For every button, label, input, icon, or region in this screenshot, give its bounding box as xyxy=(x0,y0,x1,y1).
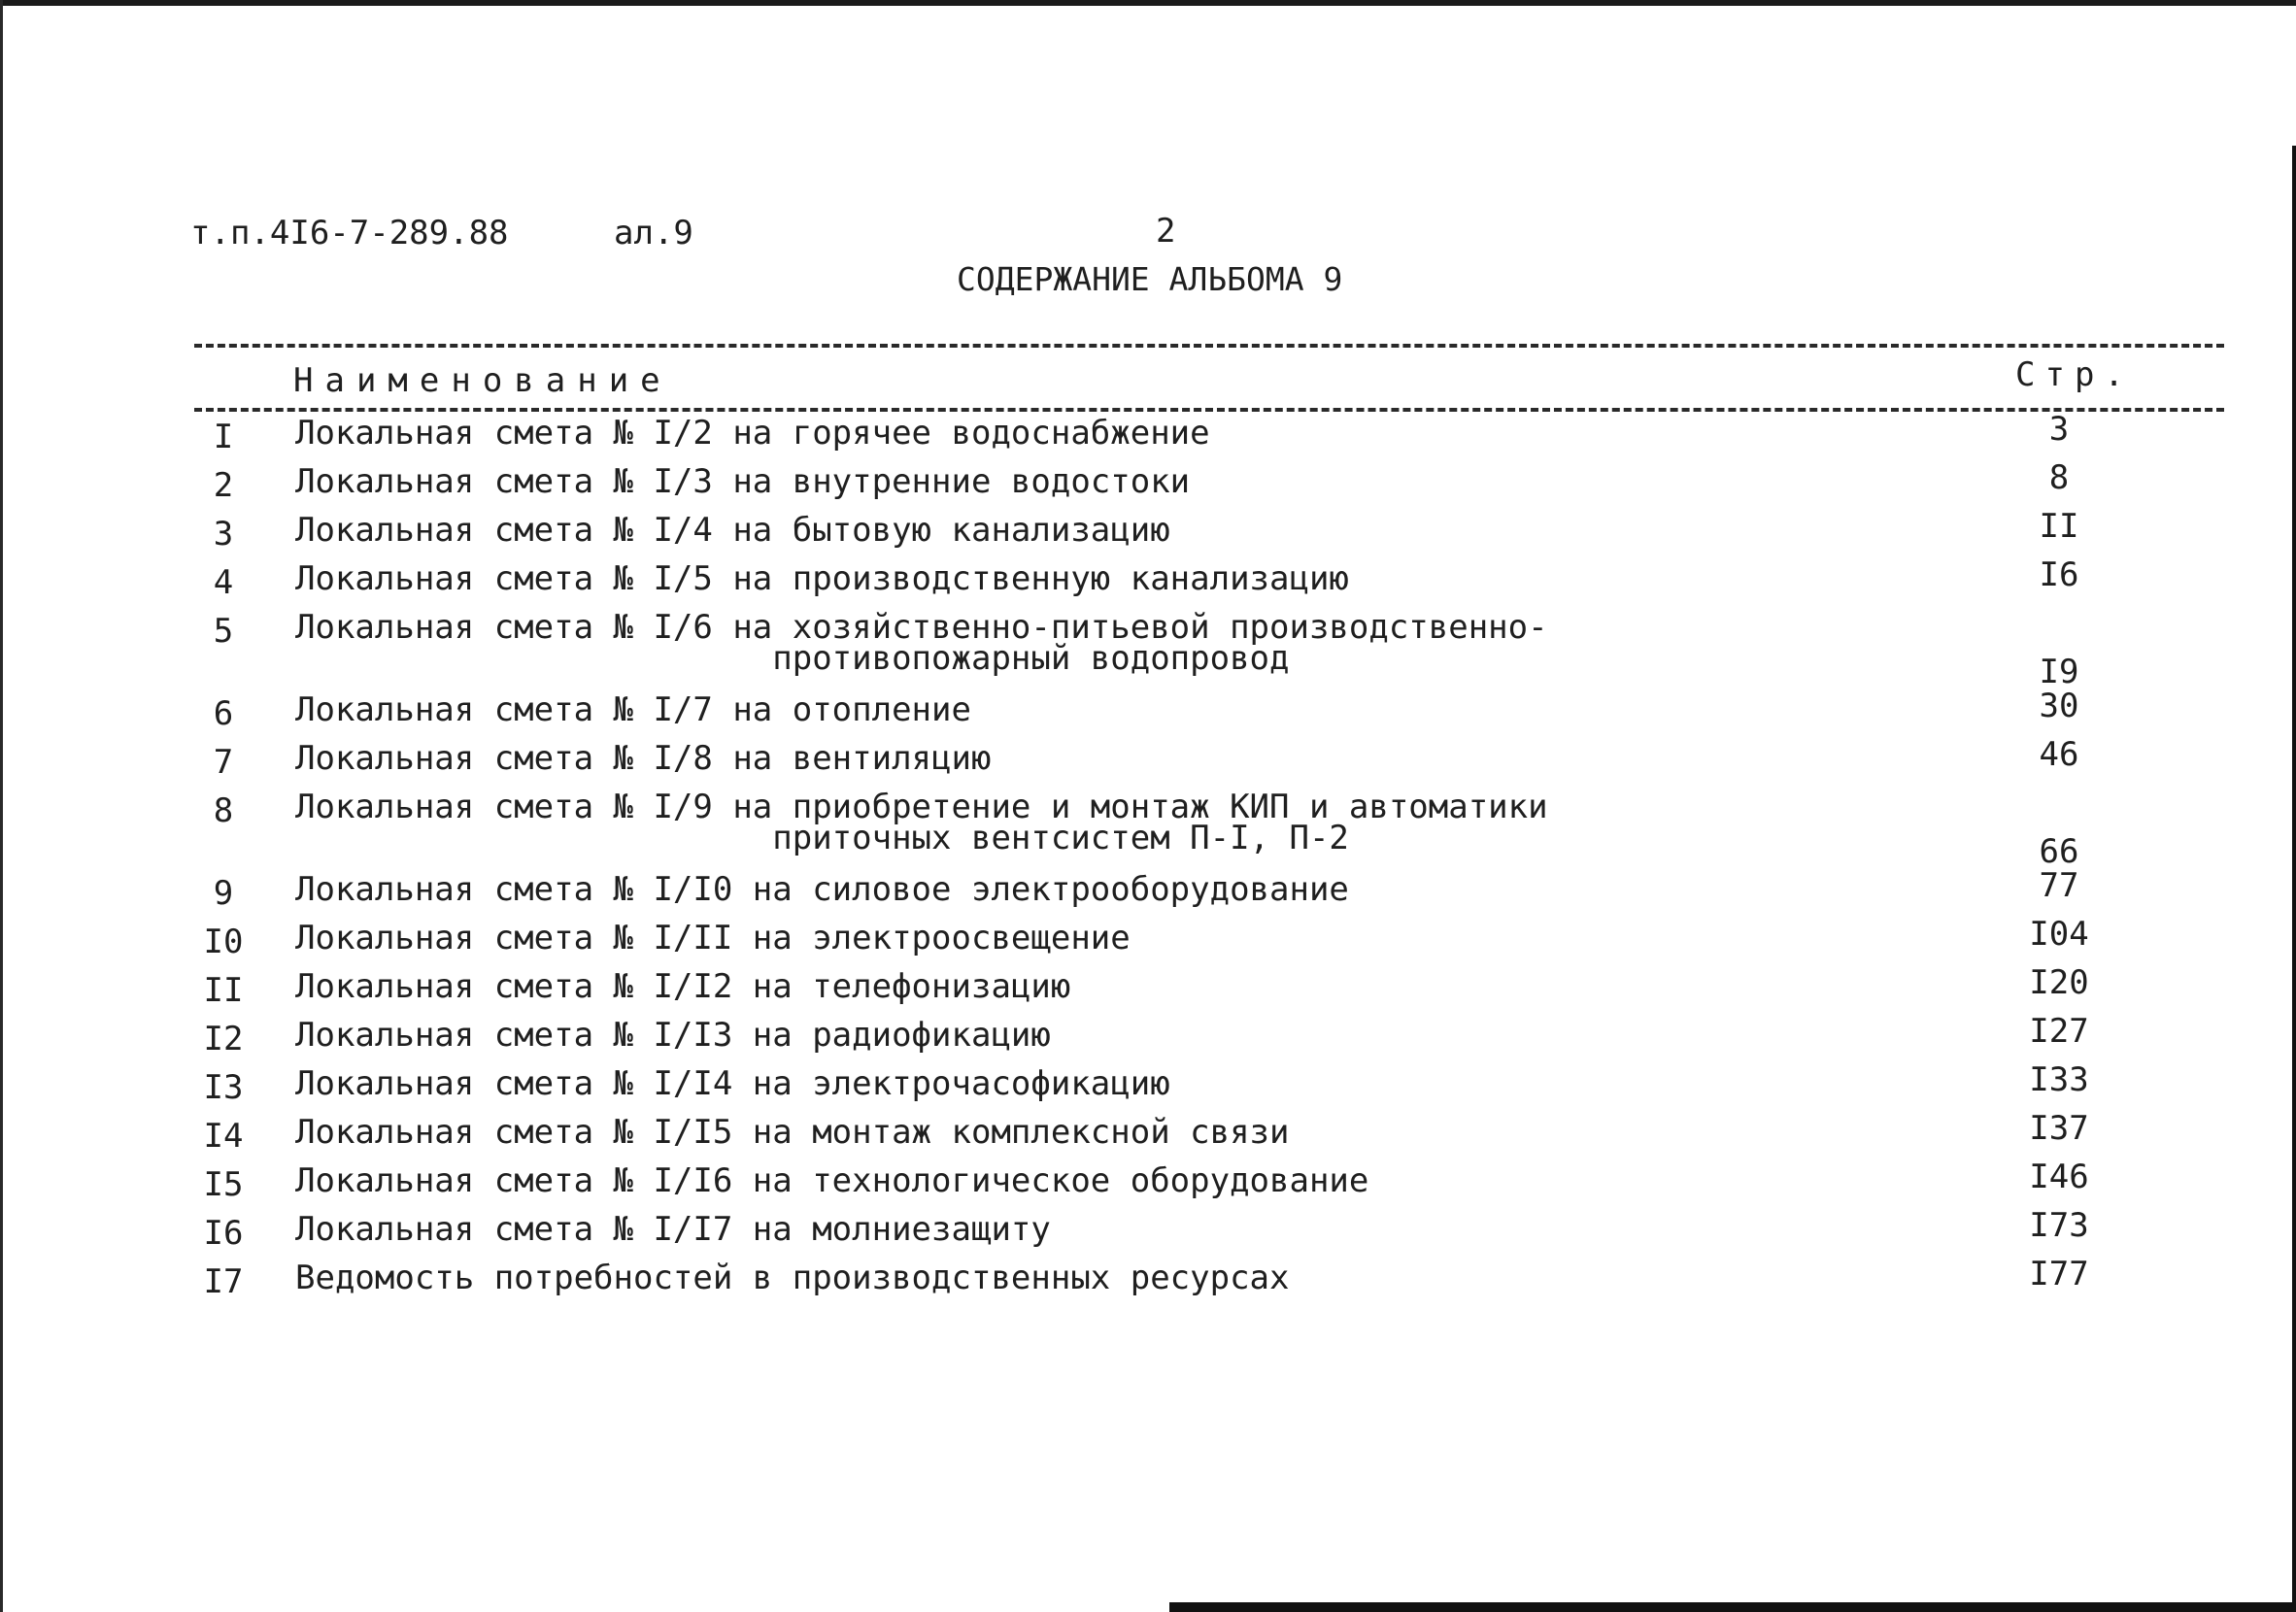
row-title: Локальная смета № I/7 на отопление xyxy=(295,690,971,729)
row-number: 9 xyxy=(213,874,234,913)
row-page: 66 xyxy=(2039,832,2079,871)
scan-edge-left xyxy=(0,0,3,1612)
row-page: I77 xyxy=(2029,1255,2089,1293)
column-header-name: Наименование xyxy=(293,361,672,400)
row-number: 6 xyxy=(213,694,234,733)
scan-edge-top xyxy=(0,0,2296,6)
row-number: I5 xyxy=(203,1165,244,1204)
row-page: 46 xyxy=(2039,735,2079,774)
row-page: 8 xyxy=(2048,458,2070,497)
row-title: Локальная смета № I/I0 на силовое электрооборудование xyxy=(295,870,1349,909)
row-title: Локальная смета № I/8 на вентиляцию xyxy=(295,739,992,778)
row-title: Локальная смета № I/I4 на электрочасофикацию xyxy=(295,1064,1170,1103)
row-number: 7 xyxy=(213,743,234,782)
row-number: I6 xyxy=(203,1214,244,1253)
row-title: Локальная смета № I/I7 на молниезащиту xyxy=(295,1210,1051,1249)
row-number: 4 xyxy=(213,563,234,602)
document-code: т.п.4I6-7-289.88 xyxy=(190,214,509,252)
row-number: I0 xyxy=(203,923,244,961)
scan-edge-bottom xyxy=(1169,1602,2296,1612)
table-header-divider xyxy=(194,408,2224,412)
row-title: Локальная смета № I/I6 на технологическое оборудование xyxy=(295,1161,1369,1200)
table-top-divider xyxy=(194,344,2224,348)
row-page: I37 xyxy=(2029,1109,2089,1148)
row-page: II xyxy=(2039,507,2079,546)
row-page: I04 xyxy=(2029,915,2089,954)
row-number: 2 xyxy=(213,466,234,505)
row-number: I7 xyxy=(203,1262,244,1301)
album-label: ал.9 xyxy=(614,214,693,252)
row-title: Локальная смета № I/4 на бытовую канализацию xyxy=(295,511,1170,550)
row-number: I3 xyxy=(203,1068,244,1107)
row-title: Локальная смета № I/9 на приобретение и монтаж КИП и автоматики приточных вентсистем П-I, П-2 xyxy=(295,788,1548,857)
row-title: Локальная смета № I/I2 на телефонизацию xyxy=(295,967,1071,1006)
row-title: Локальная смета № I/6 на хозяйственно-питьевой производственно- противопожарный водопровод xyxy=(295,608,1548,678)
column-header-page: Стр. xyxy=(2015,355,2134,394)
row-title: Локальная смета № I/2 на горячее водоснабжение xyxy=(295,414,1210,453)
row-page: 3 xyxy=(2048,410,2070,449)
row-page: 77 xyxy=(2039,866,2079,905)
row-page: I27 xyxy=(2029,1012,2089,1051)
row-number: I2 xyxy=(203,1020,244,1058)
row-title: Локальная смета № I/I5 на монтаж комплексной связи xyxy=(295,1113,1290,1152)
row-page: I6 xyxy=(2039,555,2079,594)
row-page: I73 xyxy=(2029,1206,2089,1245)
row-number: II xyxy=(203,971,244,1010)
row-title: Локальная смета № I/II на электроосвещение xyxy=(295,919,1131,957)
row-title: Локальная смета № I/5 на производственную канализацию xyxy=(295,559,1349,598)
scan-edge-right xyxy=(2292,146,2296,1602)
row-page: I46 xyxy=(2029,1158,2089,1196)
row-number: I4 xyxy=(203,1117,244,1156)
row-page: I33 xyxy=(2029,1060,2089,1099)
row-page: I9 xyxy=(2039,653,2079,691)
row-page: 30 xyxy=(2039,687,2079,725)
row-number: I xyxy=(213,418,234,456)
row-page: I20 xyxy=(2029,963,2089,1002)
page-number: 2 xyxy=(1156,212,1176,251)
row-number: 5 xyxy=(213,612,234,651)
row-number: 3 xyxy=(213,515,234,554)
row-title: Локальная смета № I/3 на внутренние водостоки xyxy=(295,462,1191,501)
row-title: Ведомость потребностей в производственных ресурсах xyxy=(295,1259,1290,1297)
row-title: Локальная смета № I/I3 на радиофикацию xyxy=(295,1016,1051,1055)
page-title: СОДЕРЖАНИЕ АЛЬБОМА 9 xyxy=(957,260,1343,298)
row-number: 8 xyxy=(213,791,234,830)
